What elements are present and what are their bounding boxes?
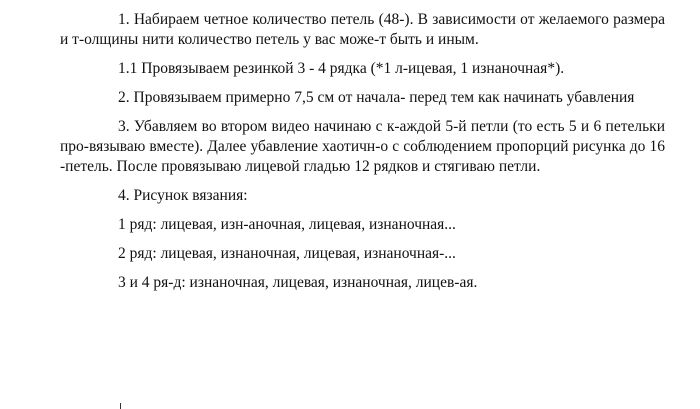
text-cursor: [120, 403, 121, 409]
paragraph-step-1-1: 1.1 Провязываем резинкой 3 - 4 рядка (*1 л-ицевая, 1 изнаночная*).: [118, 60, 565, 77]
paragraph-step-3: 3. Убавляем во втором видео начинаю с к-аждой 5-й петли (то есть 5 и 6 петельки про-вязываю вместе). Далее убавление хаотичн-о с соблюдением пропорций рисунка до 16 -петель. После провязываю лицевой гладью 12 рядков и стягиваю петли.: [60, 118, 665, 175]
paragraph-row-1: 1 ряд: лицевая, изн-аночная, лицевая, изнаночная...: [118, 216, 456, 233]
paragraph-row-2: 2 ряд: лицевая, изнаночная, лицевая, изнаночная-...: [118, 245, 456, 262]
document-body: [60, 10, 665, 293]
paragraph-step-2: 2. Провязываем примерно 7,5 см от начала- перед тем как начинать убавления: [118, 89, 635, 106]
paragraph-step-4: 4. Рисунок вязания:: [118, 187, 248, 204]
paragraph-step-1: 1. Набираем четное количество петель (48-). В зависимости от желаемого размера и т-олщины нити количество петель у вас може-т быть и иным.: [60, 11, 665, 48]
paragraph-row-3-4: 3 и 4 ря-д: изнаночная, лицевая, изнаночная, лицев-ая.: [118, 274, 478, 291]
